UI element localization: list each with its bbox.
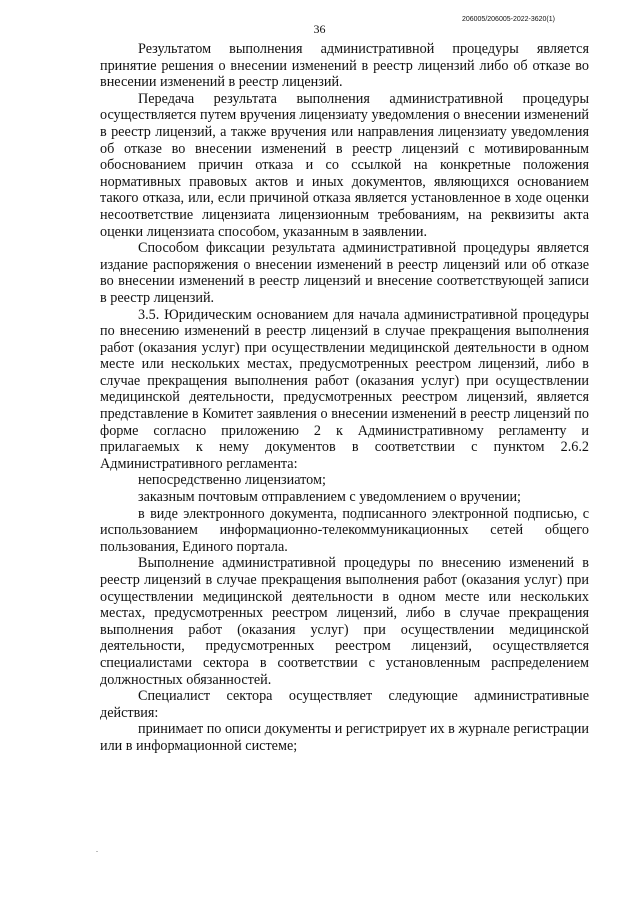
document-body — [100, 41, 589, 755]
list-item-submission-electronic: в виде электронного документа, подписанного электронной подписью, с использованием информационно-телекоммуникационных сетей общего пользования, Единого портала. — [100, 505, 589, 555]
paragraph-section-3-5: 3.5. Юридическим основанием для начала административной процедуры по внесению изменений в реестр лицензий в случае прекращения выполнения работ (оказания услуг) при осуществлении медицинской деятельности в одном месте или нескольких местах, предусмотренных реестром лицензий, либо в случае прекращения выполнения работ (оказания услуг) при осуществлении медицинской деятельности, предусмотренных реестром лицензий, является представление в Комитет заявления о внесении изменений в реестр лицензий по форме согласно приложению 2 к Административному регламенту и прилагаемых к нему документов в соответствии с пунктом 2.6.2 Административного регламента: — [100, 306, 589, 472]
paragraph-transfer-result: Передача результата выполнения административной процедуры осуществляется путем вручения лицензиату уведомления о внесении изменений в реестр лицензий, а также вручения или направления лицензиату уведомления об отказе во внесении изменений в реестр лицензий с мотивированным обоснованием причин отказа и со ссылкой на конкретные положения нормативных правовых актов и иных документов, являющихся основанием такого отказа, или, если причиной отказа является установленное в ходе оценки несоответствие лицензиата лицензионным требованиям, на реквизиты акта оценки лицензиата способом, указанным в заявлении. — [100, 90, 589, 240]
paragraph-fixation-method: Способом фиксации результата административной процедуры является издание распоряжения о внесении изменений в реестр лицензий или об отказе во внесении изменений в реестр лицензий и внесение соответствующей записи в реестр лицензий. — [100, 240, 589, 306]
scan-mark — [96, 851, 98, 852]
list-item-accept-documents: принимает по описи документы и регистрирует их в журнале регистрации или в информационной системе; — [100, 721, 589, 754]
paragraph-specialist-actions: Специалист сектора осуществляет следующие административные действия: — [100, 688, 589, 721]
document-id: 206005/206005-2022-3620(1) — [461, 16, 555, 23]
paragraph-result: Результатом выполнения административной процедуры является принятие решения о внесении изменений в реестр лицензий либо об отказе во внесении изменений в реестр лицензий. — [100, 41, 589, 91]
paragraph-procedure-execution: Выполнение административной процедуры по внесению изменений в реестр лицензий в случае прекращения выполнения работ (оказания услуг) при осуществлении медицинской деятельности в одном месте или нескольких местах, предусмотренных реестром лицензий, либо в случае прекращения выполнения работ (оказания услуг) при осуществлении медицинской деятельности, предусмотренных реестром лицензий, осуществляется специалистами сектора в соответствии с установленным распределением должностных обязанностей. — [100, 555, 589, 688]
list-item-submission-direct: непосредственно лицензиатом; — [138, 472, 326, 489]
list-item-submission-mail: заказным почтовым отправлением с уведомлением о вручении; — [138, 489, 521, 506]
page-number: 36 — [313, 22, 326, 36]
